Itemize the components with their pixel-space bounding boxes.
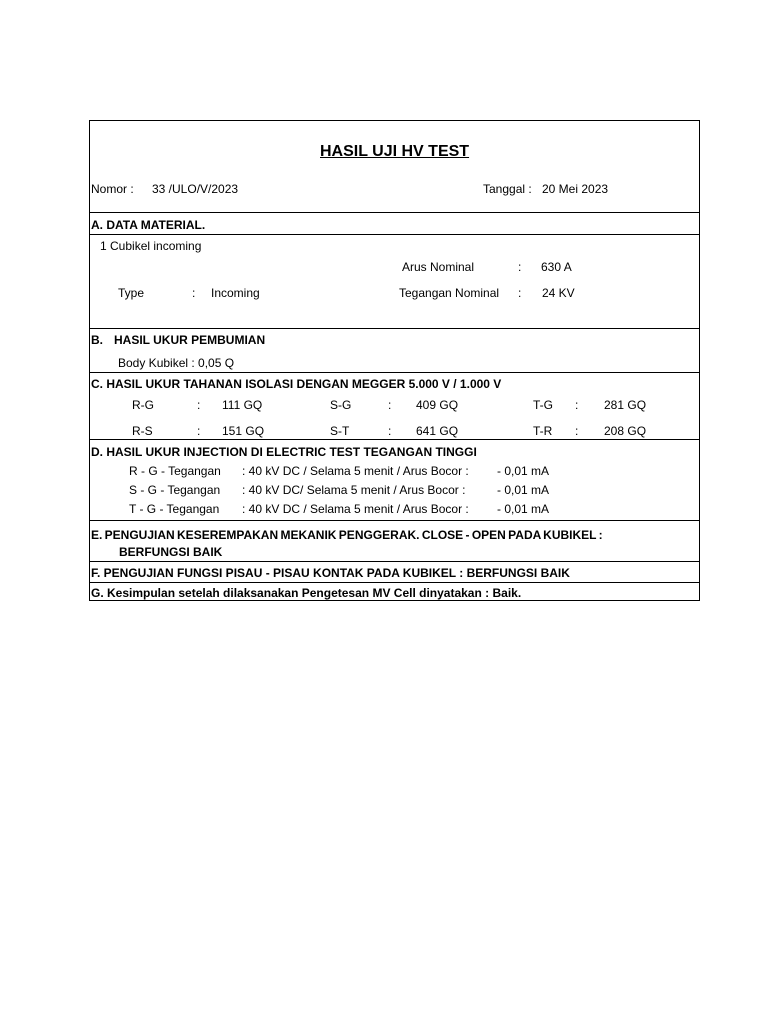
body-kubikel-value: Body Kubikel : 0,05 Q xyxy=(118,356,235,370)
megger-label: S-T xyxy=(330,424,350,438)
arus-nominal-label: Arus Nominal xyxy=(402,260,475,274)
megger-colon: : xyxy=(575,424,579,438)
megger-colon: : xyxy=(197,398,201,412)
divider xyxy=(90,328,699,329)
section-b-heading: HASIL UKUR PEMBUMIAN xyxy=(114,333,266,347)
injection-label: R - G - Tegangan xyxy=(129,464,221,478)
section-e-line1: E. PENGUJIAN KESEREMPAKAN MEKANIK PENGGERAK. CLOSE - OPEN PADA KUBIKEL : xyxy=(91,528,603,542)
megger-label: S-G xyxy=(330,398,352,412)
arus-nominal-colon: : xyxy=(518,260,522,274)
type-colon: : xyxy=(192,286,196,300)
section-f-text: F. PENGUJIAN FUNGSI PISAU - PISAU KONTAK PADA KUBIKEL : BERFUNGSI BAIK xyxy=(91,566,570,580)
megger-colon: : xyxy=(388,424,392,438)
tanggal-label: Tanggal : xyxy=(483,182,532,196)
injection-spec: : 40 kV DC / Selama 5 menit / Arus Bocor : xyxy=(242,502,469,516)
megger-value: 151 GQ xyxy=(222,424,265,438)
injection-spec: : 40 kV DC/ Selama 5 menit / Arus Bocor : xyxy=(242,483,466,497)
divider xyxy=(90,212,699,213)
megger-colon: : xyxy=(575,398,579,412)
megger-label: T-G xyxy=(533,398,553,412)
section-c-heading: C. HASIL UKUR TAHANAN ISOLASI DENGAN MEGGER 5.000 V / 1.000 V xyxy=(91,377,502,391)
tegangan-nominal-colon: : xyxy=(518,286,522,300)
material-item: 1 Cubikel incoming xyxy=(100,239,202,253)
divider xyxy=(90,439,699,440)
arus-nominal-value: 630 A xyxy=(541,260,572,274)
type-label: Type xyxy=(118,286,145,300)
tegangan-nominal-value: 24 KV xyxy=(542,286,575,300)
divider xyxy=(90,561,699,562)
injection-label: S - G - Tegangan xyxy=(129,483,221,497)
section-b-letter: B. xyxy=(91,333,103,347)
megger-value: 111 GQ xyxy=(222,398,263,412)
injection-value: - 0,01 mA xyxy=(497,464,550,478)
section-a-heading: A. DATA MATERIAL. xyxy=(91,218,206,232)
megger-colon: : xyxy=(388,398,392,412)
section-g-text: G. Kesimpulan setelah dilaksanakan Pengetesan MV Cell dinyatakan : Baik. xyxy=(91,586,522,600)
megger-value: 208 GQ xyxy=(604,424,647,438)
megger-colon: : xyxy=(197,424,201,438)
nomor-value: 33 /ULO/V/2023 xyxy=(152,182,239,196)
divider xyxy=(90,520,699,521)
test-report-sheet xyxy=(89,120,700,601)
megger-value: 281 GQ xyxy=(604,398,647,412)
divider xyxy=(90,372,699,373)
type-value: Incoming xyxy=(211,286,260,300)
injection-spec: : 40 kV DC / Selama 5 menit / Arus Bocor : xyxy=(242,464,469,478)
report-title: HASIL UJI HV TEST xyxy=(320,143,470,160)
divider xyxy=(90,234,699,235)
megger-value: 641 GQ xyxy=(416,424,459,438)
injection-value: - 0,01 mA xyxy=(497,502,550,516)
tanggal-value: 20 Mei 2023 xyxy=(542,182,609,196)
divider xyxy=(90,582,699,583)
megger-label: R-S xyxy=(132,424,153,438)
section-d-heading: D. HASIL UKUR INJECTION DI ELECTRIC TEST TEGANGAN TINGGI xyxy=(91,445,477,459)
megger-label: R-G xyxy=(132,398,154,412)
injection-label: T - G - Tegangan xyxy=(129,502,220,516)
tegangan-nominal-label: Tegangan Nominal xyxy=(399,286,500,300)
megger-value: 409 GQ xyxy=(416,398,459,412)
section-e-line2: BERFUNGSI BAIK xyxy=(119,545,223,559)
injection-value: - 0,01 mA xyxy=(497,483,550,497)
megger-label: T-R xyxy=(533,424,553,438)
nomor-label: Nomor : xyxy=(91,182,134,196)
